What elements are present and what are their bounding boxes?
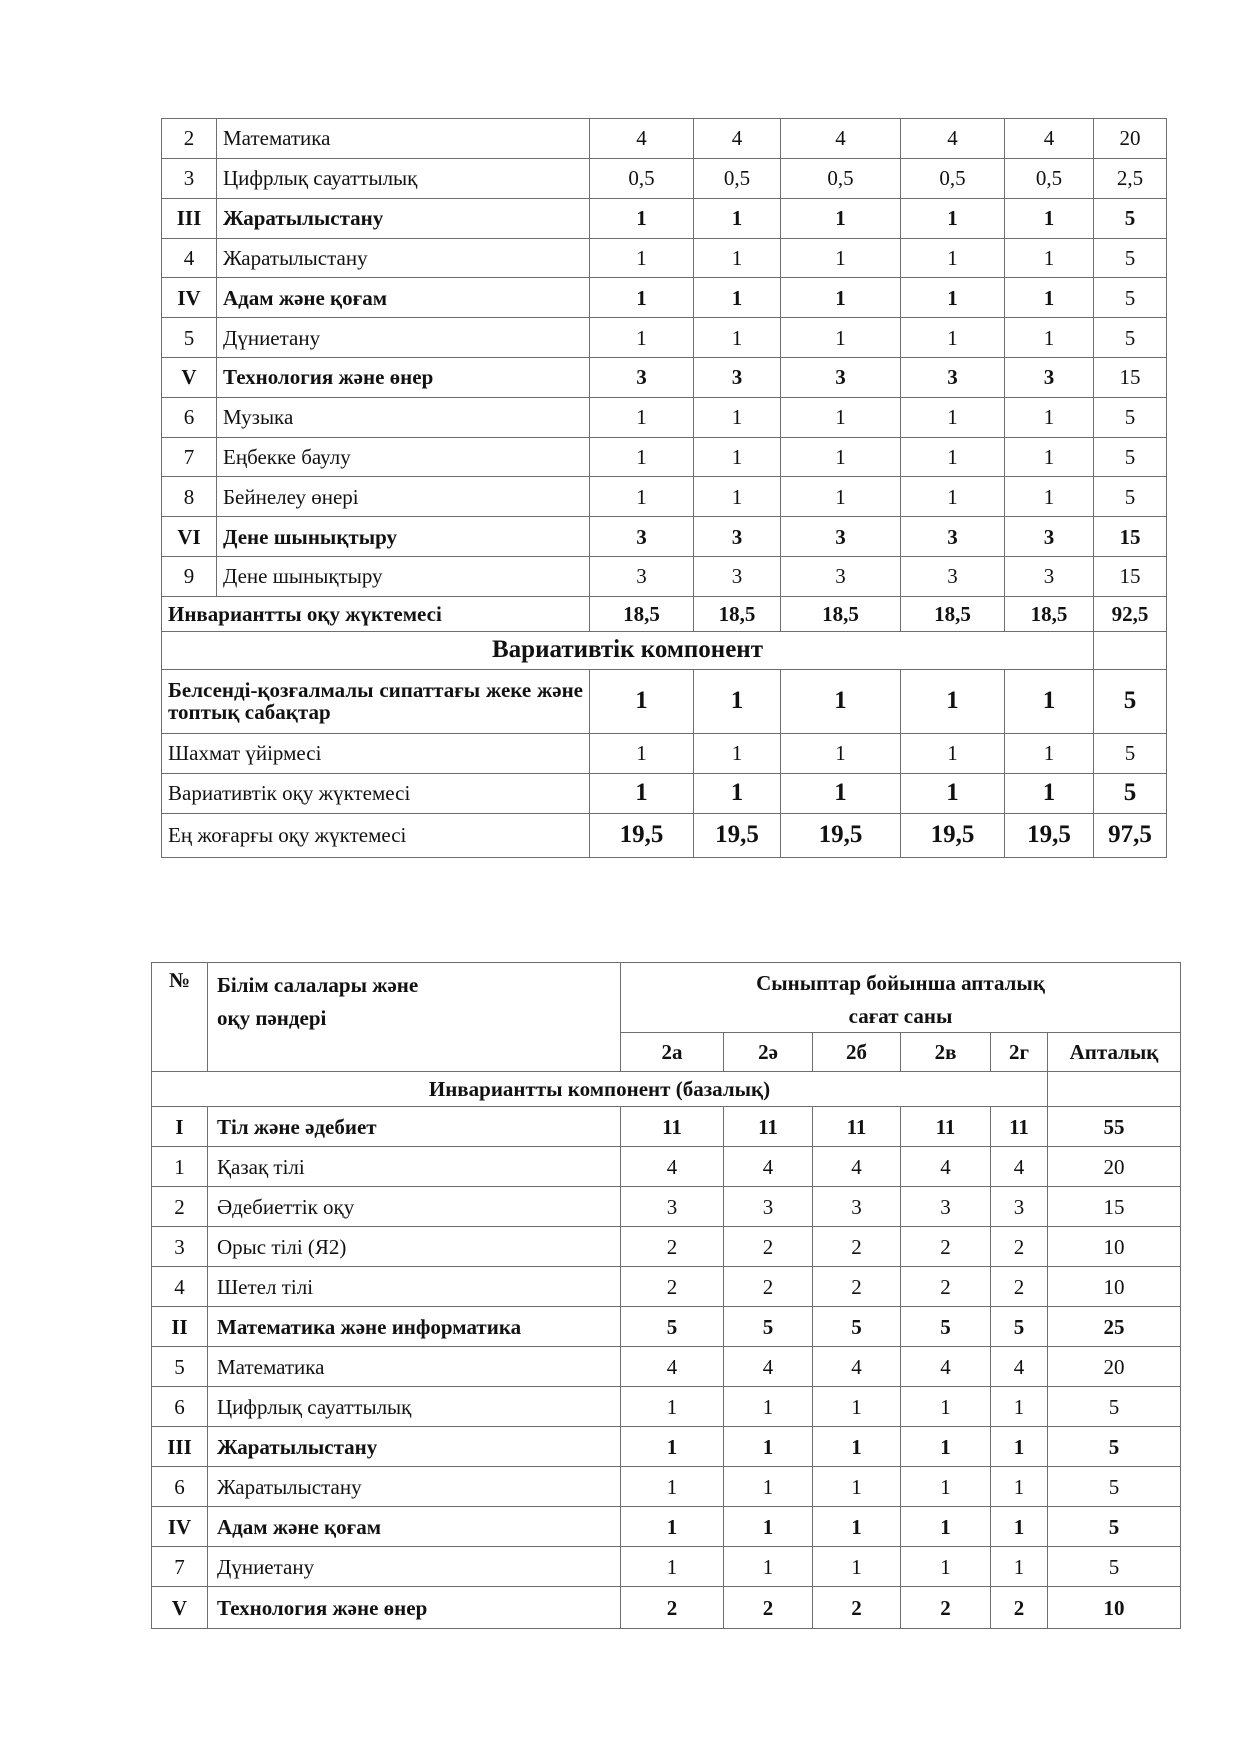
hours-2b: 1: [781, 733, 901, 773]
subject-name: Тіл және әдебиет: [208, 1107, 621, 1147]
hours-2a: 4: [590, 119, 694, 159]
hours-2v: 2: [901, 1267, 991, 1307]
hours-2g: 1: [1005, 477, 1094, 517]
subject-row: [162, 318, 1167, 358]
class-2g-header: 2г: [991, 1033, 1048, 1072]
max-load-label: Ең жоғарғы оқу жүктемесі: [162, 813, 590, 857]
hours-2g: 4: [1005, 119, 1094, 159]
weekly-total: 2,5: [1094, 159, 1167, 199]
hours-2g: 0,5: [1005, 159, 1094, 199]
row-number: III: [152, 1427, 208, 1467]
weekly-hours-header: [621, 963, 1181, 1033]
subject-name: Жаратылыстану: [217, 238, 590, 278]
subject-name: Дене шынықтыру: [217, 517, 590, 557]
hours-2b: 2: [813, 1267, 901, 1307]
hours-2g: 11: [991, 1107, 1048, 1147]
row-number: 4: [162, 238, 217, 278]
row-number: 5: [152, 1347, 208, 1387]
hours-2ae: 1: [694, 773, 781, 813]
hours-2g: 1: [1005, 198, 1094, 238]
hours-2ae: 2: [724, 1267, 813, 1307]
table-header-row: [152, 963, 1181, 1033]
empty-cell: [1094, 631, 1167, 669]
hours-2g: 1: [1005, 773, 1094, 813]
max-load-row: [162, 813, 1167, 857]
hours-2ae: 4: [694, 119, 781, 159]
hours-2b: 1: [781, 198, 901, 238]
hours-2a: 1: [590, 238, 694, 278]
weekly-total: 10: [1048, 1267, 1181, 1307]
variative-load-row: [162, 773, 1167, 813]
hours-2ae: 1: [694, 477, 781, 517]
subject-row: [162, 397, 1167, 437]
hours-2v: 1: [901, 1427, 991, 1467]
subject-name: Дене шынықтыру: [217, 556, 590, 596]
row-number: 6: [152, 1467, 208, 1507]
hours-2g: 3: [1005, 357, 1094, 397]
hours-2a: 1: [590, 733, 694, 773]
subject-row: [162, 119, 1167, 159]
subject-name: Математика және информатика: [208, 1307, 621, 1347]
subject-name: Шетел тілі: [208, 1267, 621, 1307]
weekly-total: 5: [1094, 238, 1167, 278]
weekly-total: 15: [1094, 556, 1167, 596]
weekly-hours-line1: Сыныптар бойынша апталық: [756, 971, 1045, 995]
hours-2a: 4: [621, 1147, 724, 1187]
hours-2a: 1: [621, 1507, 724, 1547]
hours-2a: 3: [590, 357, 694, 397]
weekly-hours-line2: сағат саны: [848, 1003, 953, 1028]
hours-2ae: 3: [694, 556, 781, 596]
hours-2g: 2: [991, 1267, 1048, 1307]
row-number: 5: [162, 318, 217, 358]
subject-row: [152, 1267, 1181, 1307]
hours-2a: 1: [621, 1467, 724, 1507]
hours-2b: 1: [813, 1467, 901, 1507]
hours-2g: 3: [1005, 517, 1094, 557]
class-2ae-header: 2ә: [724, 1033, 813, 1072]
chess-row: [162, 733, 1167, 773]
subject-header-line2: оқу пәндері: [217, 1005, 327, 1030]
hours-2b: 1: [813, 1507, 901, 1547]
weekly-total: 97,5: [1094, 813, 1167, 857]
hours-2a: 3: [590, 517, 694, 557]
hours-2v: 1: [901, 733, 1005, 773]
hours-2ae: 3: [724, 1187, 813, 1227]
hours-2a: 1: [590, 318, 694, 358]
hours-2b: 18,5: [781, 596, 901, 631]
hours-2v: 1: [901, 1387, 991, 1427]
subject-row: [152, 1227, 1181, 1267]
hours-2b: 1: [813, 1427, 901, 1467]
hours-2a: 4: [621, 1347, 724, 1387]
hours-2ae: 1: [694, 278, 781, 318]
hours-2v: 1: [901, 238, 1005, 278]
hours-2g: 1: [1005, 397, 1094, 437]
weekly-total: 92,5: [1094, 596, 1167, 631]
hours-2ae: 4: [724, 1347, 813, 1387]
invariant-component-row: [152, 1072, 1181, 1107]
row-number: 2: [152, 1187, 208, 1227]
subject-name: Әдебиеттік оқу: [208, 1187, 621, 1227]
hours-2a: 1: [590, 198, 694, 238]
hours-2a: 0,5: [590, 159, 694, 199]
subject-name: Жаратылыстану: [208, 1467, 621, 1507]
hours-2a: 5: [621, 1307, 724, 1347]
section-row: [162, 278, 1167, 318]
row-number: 7: [162, 437, 217, 477]
weekly-total: 25: [1048, 1307, 1181, 1347]
subject-name: Адам және қоғам: [217, 278, 590, 318]
class-2a-header: 2а: [621, 1033, 724, 1072]
hours-2g: 1: [991, 1427, 1048, 1467]
hours-2a: 1: [590, 669, 694, 733]
hours-2ae: 0,5: [694, 159, 781, 199]
hours-2v: 3: [901, 556, 1005, 596]
subject-name: Жаратылыстану: [217, 198, 590, 238]
hours-2g: 1: [1005, 733, 1094, 773]
subject-name: Бейнелеу өнері: [217, 477, 590, 517]
subject-row: [162, 437, 1167, 477]
subject-name: Адам және қоғам: [208, 1507, 621, 1547]
subject-row: [152, 1467, 1181, 1507]
section-row: [152, 1587, 1181, 1629]
hours-2ae: 5: [724, 1307, 813, 1347]
hours-2ae: 1: [694, 397, 781, 437]
subject-row: [152, 1187, 1181, 1227]
hours-2v: 1: [901, 198, 1005, 238]
row-number: V: [152, 1587, 208, 1629]
weekly-total-header: Апталық: [1048, 1033, 1181, 1072]
hours-2v: 2: [901, 1227, 991, 1267]
hours-2b: 1: [781, 278, 901, 318]
subject-name: Қазақ тілі: [208, 1147, 621, 1187]
weekly-total: 5: [1094, 437, 1167, 477]
invariant-component-title: Инвариантты компонент (базалық): [152, 1072, 1048, 1107]
row-number: II: [152, 1307, 208, 1347]
hours-2ae: 3: [694, 357, 781, 397]
weekly-total: 10: [1048, 1227, 1181, 1267]
hours-2ae: 1: [694, 198, 781, 238]
weekly-total: 5: [1094, 669, 1167, 733]
number-header: №: [152, 963, 208, 1072]
active-lessons-row: [162, 669, 1167, 733]
invariant-load-label: Инвариантты оқу жүктемесі: [162, 596, 590, 631]
weekly-total: 5: [1048, 1387, 1181, 1427]
subject-name: Математика: [208, 1347, 621, 1387]
subject-name: Жаратылыстану: [208, 1427, 621, 1467]
hours-2b: 2: [813, 1587, 901, 1629]
hours-2ae: 1: [694, 437, 781, 477]
hours-2ae: 1: [724, 1387, 813, 1427]
hours-2ae: 1: [694, 318, 781, 358]
hours-2v: 4: [901, 119, 1005, 159]
weekly-total: 5: [1048, 1547, 1181, 1587]
empty-cell: [1048, 1072, 1181, 1107]
weekly-total: 5: [1094, 773, 1167, 813]
hours-2g: 5: [991, 1307, 1048, 1347]
hours-2b: 1: [781, 397, 901, 437]
weekly-total: 15: [1048, 1187, 1181, 1227]
hours-2b: 1: [813, 1387, 901, 1427]
hours-2v: 1: [901, 318, 1005, 358]
hours-2v: 1: [901, 1467, 991, 1507]
hours-2b: 3: [781, 357, 901, 397]
hours-2a: 2: [621, 1587, 724, 1629]
row-number: IV: [162, 278, 217, 318]
row-number: 3: [162, 159, 217, 199]
hours-2b: 1: [781, 669, 901, 733]
hours-2a: 19,5: [590, 813, 694, 857]
weekly-total: 15: [1094, 357, 1167, 397]
weekly-total: 55: [1048, 1107, 1181, 1147]
hours-2v: 1: [901, 397, 1005, 437]
variative-load-label: Вариативтік оқу жүктемесі: [162, 773, 590, 813]
hours-2ae: 1: [694, 238, 781, 278]
hours-2b: 3: [781, 556, 901, 596]
hours-2ae: 1: [694, 733, 781, 773]
weekly-total: 15: [1094, 517, 1167, 557]
hours-2a: 1: [590, 437, 694, 477]
hours-2b: 1: [781, 773, 901, 813]
hours-2a: 1: [590, 397, 694, 437]
row-number: 4: [152, 1267, 208, 1307]
hours-2b: 4: [813, 1347, 901, 1387]
hours-2g: 1: [991, 1467, 1048, 1507]
hours-2v: 2: [901, 1587, 991, 1629]
hours-2ae: 1: [694, 669, 781, 733]
row-number: 6: [162, 397, 217, 437]
weekly-total: 20: [1048, 1347, 1181, 1387]
hours-2a: 2: [621, 1227, 724, 1267]
weekly-total: 5: [1094, 733, 1167, 773]
subject-row: [162, 477, 1167, 517]
hours-2ae: 2: [724, 1587, 813, 1629]
hours-2b: 4: [813, 1147, 901, 1187]
hours-2g: 19,5: [1005, 813, 1094, 857]
row-number: 2: [162, 119, 217, 159]
curriculum-table-grade2: [151, 962, 1181, 1629]
subject-name: Орыс тілі (Я2): [208, 1227, 621, 1267]
row-number: IV: [152, 1507, 208, 1547]
hours-2b: 0,5: [781, 159, 901, 199]
section-row: [162, 198, 1167, 238]
curriculum-table-continued: [161, 118, 1167, 858]
hours-2v: 1: [901, 773, 1005, 813]
hours-2ae: 19,5: [694, 813, 781, 857]
hours-2g: 1: [1005, 318, 1094, 358]
hours-2g: 18,5: [1005, 596, 1094, 631]
weekly-total: 5: [1094, 278, 1167, 318]
weekly-total: 5: [1048, 1467, 1181, 1507]
hours-2g: 1: [1005, 669, 1094, 733]
hours-2v: 5: [901, 1307, 991, 1347]
subject-header: [208, 963, 621, 1072]
weekly-total: 5: [1094, 318, 1167, 358]
hours-2v: 3: [901, 1187, 991, 1227]
hours-2v: 4: [901, 1347, 991, 1387]
section-row: [152, 1107, 1181, 1147]
hours-2a: 1: [590, 773, 694, 813]
row-number: VI: [162, 517, 217, 557]
row-number: 9: [162, 556, 217, 596]
row-number: I: [152, 1107, 208, 1147]
hours-2a: 1: [621, 1547, 724, 1587]
hours-2ae: 1: [724, 1507, 813, 1547]
subject-name: Технология және өнер: [208, 1587, 621, 1629]
hours-2b: 4: [781, 119, 901, 159]
hours-2g: 1: [991, 1547, 1048, 1587]
subject-name: Музыка: [217, 397, 590, 437]
row-number: V: [162, 357, 217, 397]
subject-row: [152, 1387, 1181, 1427]
hours-2g: 4: [991, 1147, 1048, 1187]
section-row: [152, 1507, 1181, 1547]
hours-2ae: 2: [724, 1227, 813, 1267]
subject-name: Технология және өнер: [217, 357, 590, 397]
hours-2v: 4: [901, 1147, 991, 1187]
hours-2g: 1: [1005, 437, 1094, 477]
hours-2v: 18,5: [901, 596, 1005, 631]
hours-2g: 1: [1005, 278, 1094, 318]
subject-name: Математика: [217, 119, 590, 159]
hours-2v: 1: [901, 278, 1005, 318]
weekly-total: 5: [1048, 1507, 1181, 1547]
weekly-total: 5: [1094, 477, 1167, 517]
row-number: 6: [152, 1387, 208, 1427]
invariant-load-row: [162, 596, 1167, 631]
hours-2b: 2: [813, 1227, 901, 1267]
subject-name: Еңбекке баулу: [217, 437, 590, 477]
hours-2a: 11: [621, 1107, 724, 1147]
weekly-total: 20: [1048, 1147, 1181, 1187]
subject-row: [162, 238, 1167, 278]
hours-2b: 1: [781, 238, 901, 278]
hours-2v: 0,5: [901, 159, 1005, 199]
hours-2b: 11: [813, 1107, 901, 1147]
hours-2b: 1: [781, 437, 901, 477]
subject-name: Цифрлық сауаттылық: [208, 1387, 621, 1427]
hours-2ae: 11: [724, 1107, 813, 1147]
hours-2a: 18,5: [590, 596, 694, 631]
hours-2b: 3: [813, 1187, 901, 1227]
hours-2v: 3: [901, 357, 1005, 397]
weekly-total: 5: [1048, 1427, 1181, 1467]
row-number: III: [162, 198, 217, 238]
hours-2g: 4: [991, 1347, 1048, 1387]
hours-2ae: 4: [724, 1147, 813, 1187]
weekly-total: 20: [1094, 119, 1167, 159]
row-number: 8: [162, 477, 217, 517]
hours-2b: 1: [813, 1547, 901, 1587]
hours-2a: 1: [590, 477, 694, 517]
hours-2v: 3: [901, 517, 1005, 557]
hours-2ae: 1: [724, 1427, 813, 1467]
class-2v-header: 2в: [901, 1033, 991, 1072]
hours-2v: 11: [901, 1107, 991, 1147]
hours-2a: 1: [621, 1427, 724, 1467]
hours-2g: 1: [991, 1507, 1048, 1547]
hours-2ae: 1: [724, 1467, 813, 1507]
section-row: [152, 1307, 1181, 1347]
hours-2ae: 18,5: [694, 596, 781, 631]
hours-2v: 19,5: [901, 813, 1005, 857]
subject-row: [152, 1547, 1181, 1587]
hours-2b: 19,5: [781, 813, 901, 857]
hours-2g: 2: [991, 1587, 1048, 1629]
hours-2ae: 3: [694, 517, 781, 557]
hours-2b: 1: [781, 318, 901, 358]
hours-2a: 3: [621, 1187, 724, 1227]
weekly-total: 10: [1048, 1587, 1181, 1629]
hours-2g: 1: [1005, 238, 1094, 278]
weekly-total: 5: [1094, 198, 1167, 238]
row-number: 1: [152, 1147, 208, 1187]
variative-component-row: [162, 631, 1167, 669]
weekly-total: 5: [1094, 397, 1167, 437]
hours-2v: 1: [901, 1507, 991, 1547]
subject-name: Дүниетану: [208, 1547, 621, 1587]
hours-2v: 1: [901, 437, 1005, 477]
subject-row: [152, 1347, 1181, 1387]
hours-2v: 1: [901, 669, 1005, 733]
class-2b-header: 2б: [813, 1033, 901, 1072]
chess-label: Шахмат үйірмесі: [162, 733, 590, 773]
hours-2b: 3: [781, 517, 901, 557]
hours-2g: 1: [991, 1387, 1048, 1427]
section-row: [152, 1427, 1181, 1467]
hours-2a: 3: [590, 556, 694, 596]
variative-component-title: Вариативтік компонент: [162, 631, 1094, 669]
row-number: 7: [152, 1547, 208, 1587]
hours-2v: 1: [901, 477, 1005, 517]
hours-2a: 1: [621, 1387, 724, 1427]
subject-name: Цифрлық сауаттылық: [217, 159, 590, 199]
subject-row: [162, 556, 1167, 596]
subject-name: Дүниетану: [217, 318, 590, 358]
row-number: 3: [152, 1227, 208, 1267]
hours-2a: 2: [621, 1267, 724, 1307]
hours-2g: 3: [1005, 556, 1094, 596]
active-lessons-label: Белсенді-қозғалмалы сипаттағы жеке және топтық сабақтар: [162, 669, 590, 733]
hours-2b: 5: [813, 1307, 901, 1347]
section-row: [162, 517, 1167, 557]
hours-2v: 1: [901, 1547, 991, 1587]
hours-2b: 1: [781, 477, 901, 517]
subject-row: [162, 159, 1167, 199]
hours-2a: 1: [590, 278, 694, 318]
subject-header-line1: Білім салалары және: [217, 973, 419, 997]
hours-2ae: 1: [724, 1547, 813, 1587]
hours-2g: 2: [991, 1227, 1048, 1267]
subject-row: [152, 1147, 1181, 1187]
hours-2g: 3: [991, 1187, 1048, 1227]
section-row: [162, 357, 1167, 397]
